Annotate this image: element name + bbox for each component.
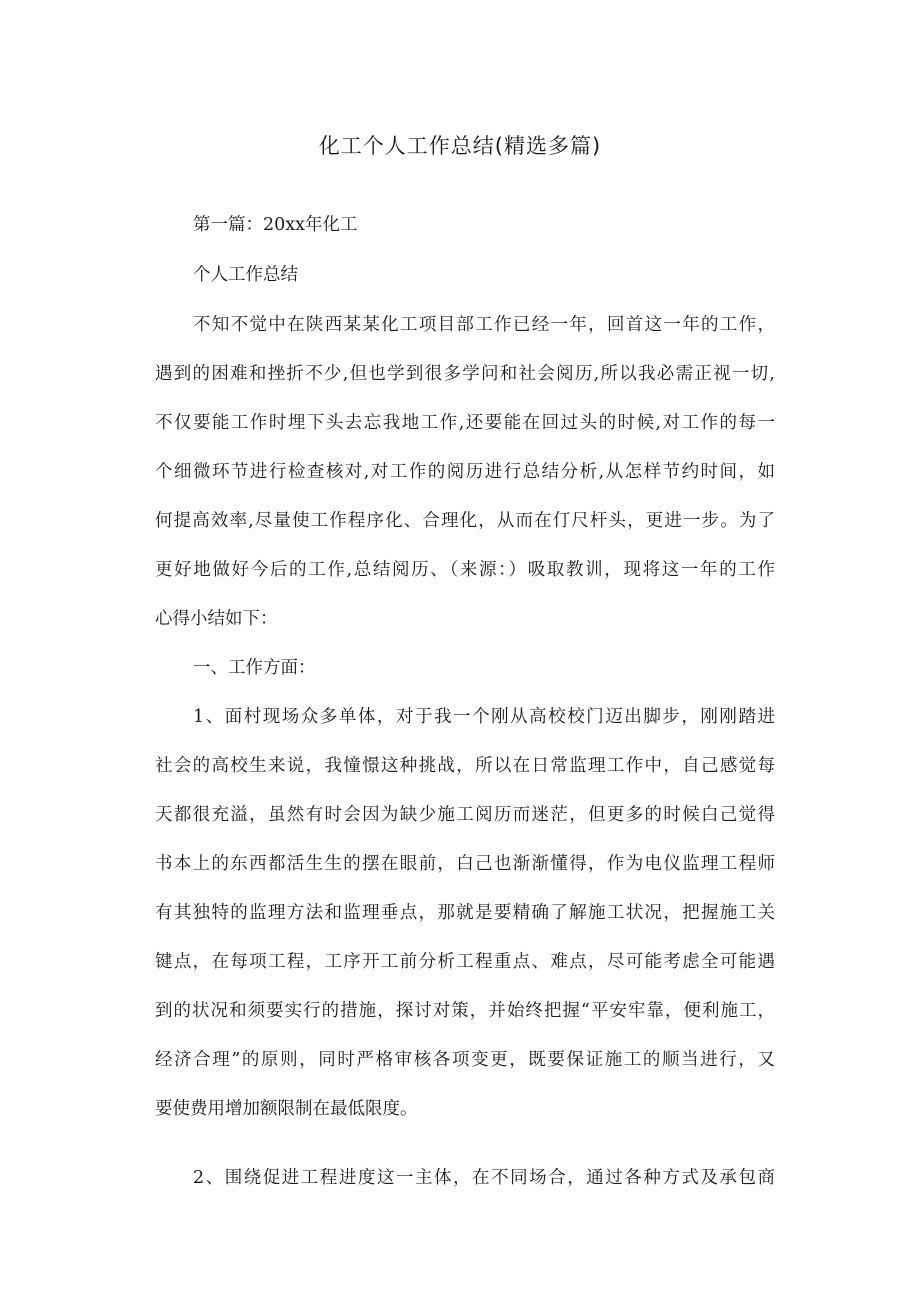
item-line: 书本上的东西都活生生的摆在眼前，白己也渐渐懂得，作为电仪监理工程师	[155, 854, 775, 874]
paragraph-line: 遇到的困难和挫折不少,但也学到很多学问和社会阅历,所以我必需正视一切,	[155, 364, 775, 384]
item-line: 经济合理”的原则，同时严格审核各项变更，既要保证施工的顺当进行，又	[155, 1050, 775, 1070]
paragraph-line: 更好地做好今后的工作,总结阅历、（来源：）吸取教训，现将这一年的工作	[155, 560, 775, 580]
item-line: 社会的高校生来说，我憧憬这种挑战，所以在日常监理工作中，自己感觉每	[155, 756, 775, 776]
paragraph-line: 心得小结如下：	[155, 609, 278, 629]
item-line: 要使费用增加额限制在最低限度。	[155, 1099, 418, 1119]
item-line: 1、面村现场众多单体，对于我一个刚从高校校门迈出脚步，刚刚踏进	[193, 707, 775, 727]
document-title: 化工个人工作总结(精选多篇)	[318, 134, 602, 158]
heading-part-2: 个人工作总结	[193, 265, 298, 285]
paragraph-line: 何提高效率,尽量使工作程序化、合理化，从而在仃尺杆头，更进一步。为了	[155, 511, 775, 531]
item-line: 到的状况和须要实行的措施，探讨对策，并始终把握“平安牢靠，便利施工，	[155, 1001, 775, 1021]
paragraph-line: 不仅要能工作时埋下头去忘我地工作,还要能在回过头的时候,对工作的每一	[155, 413, 775, 433]
heading-part-1: 第一篇：20xx年化工	[193, 215, 358, 235]
section-heading: 一、工作方面：	[193, 658, 316, 678]
item-line: 有其独特的监理方法和监理垂点，那就是要精确了解施工状况，把握施工关	[155, 903, 775, 923]
paragraph-line: 个细微环节进行检查核对,对工作的阅历进行总结分析,从怎样节约时间，如	[155, 462, 775, 482]
item-line: 键点，在每项工程，工序开工前分析工程重点、难点，尽可能考虑全可能遇	[155, 952, 775, 972]
item-line: 天都很充溢，虽然有时会因为缺少施工阅历而迷茫，但更多的时候白己觉得	[155, 805, 775, 825]
item-line: 2、围绕促进工程进度这一主体，在不同场合，通过各种方式及承包商	[193, 1168, 775, 1188]
paragraph-line: 不知不觉中在陕西某某化工项目部工作已经一年，回首这一年的工作，	[193, 315, 775, 335]
